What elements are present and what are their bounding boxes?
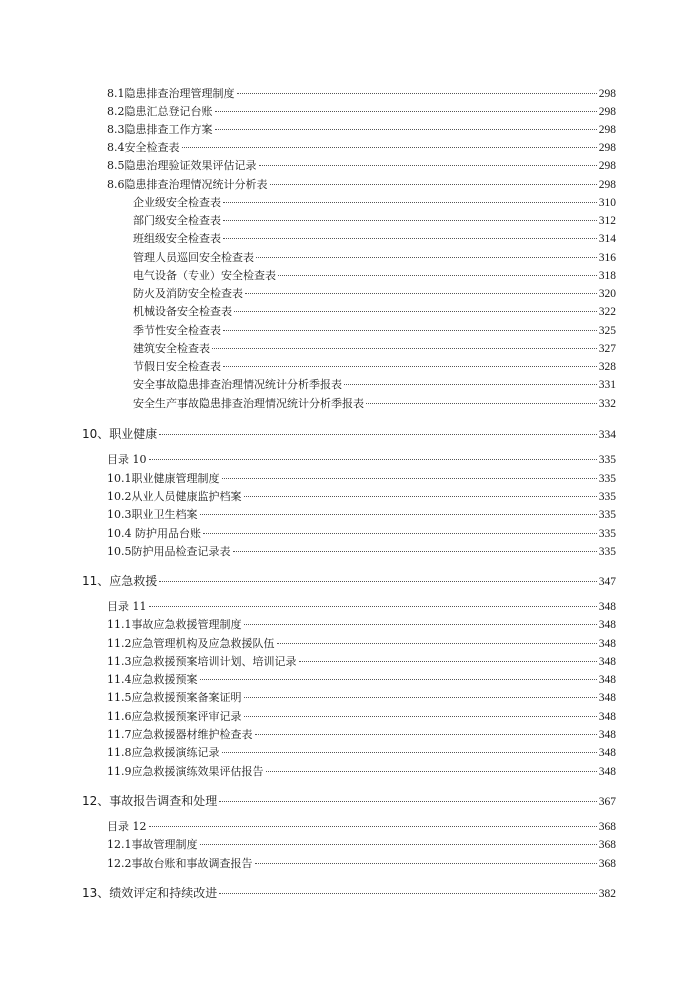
toc-entry-title: 节假日安全检查表 xyxy=(133,360,221,373)
toc-entry[interactable] xyxy=(107,819,616,835)
toc-chapter-title: 10、职业健康 xyxy=(82,427,158,441)
toc-entry-title: 8.2隐患汇总登记台账 xyxy=(107,105,213,118)
toc-entry[interactable] xyxy=(107,177,616,193)
toc-chapter-page: 334 xyxy=(598,429,616,441)
toc-chapter[interactable] xyxy=(82,792,616,810)
dot-leader xyxy=(219,893,596,894)
dot-leader xyxy=(255,863,597,864)
dot-leader xyxy=(277,643,597,644)
dot-leader xyxy=(245,293,597,294)
toc-chapter[interactable] xyxy=(82,884,616,902)
toc-entry-page: 316 xyxy=(598,252,616,264)
toc-entry-title: 11.2应急管理机构及应急救援队伍 xyxy=(107,637,275,650)
toc-entry-page: 348 xyxy=(598,638,616,650)
toc-entry-page: 322 xyxy=(598,306,616,318)
toc-entry-title: 11.8应急救援演练记录 xyxy=(107,746,220,759)
toc-subentry[interactable] xyxy=(133,268,616,284)
dot-leader xyxy=(256,257,597,258)
toc-entry-page: 298 xyxy=(598,88,616,100)
toc-entry-title: 10.2从业人员健康监护档案 xyxy=(107,490,242,503)
toc-entry-page: 368 xyxy=(598,821,616,833)
dot-leader xyxy=(159,434,596,435)
toc-entry[interactable] xyxy=(107,507,616,523)
toc-entry-page: 298 xyxy=(598,142,616,154)
dot-leader xyxy=(149,606,597,607)
toc-entry-title: 8.6隐患排查治理情况统计分析表 xyxy=(107,178,268,191)
toc-chapter-page: 347 xyxy=(598,576,616,588)
toc-entry-title: 企业级安全检查表 xyxy=(133,196,221,209)
toc-subentry[interactable] xyxy=(133,213,616,229)
toc-entry[interactable] xyxy=(107,122,616,138)
toc-entry-page: 335 xyxy=(598,473,616,485)
dot-leader xyxy=(223,202,597,203)
toc-entry-page: 348 xyxy=(598,656,616,668)
toc-entry-title: 11.9应急救援演练效果评估报告 xyxy=(107,765,264,778)
dot-leader xyxy=(223,330,597,331)
dot-leader xyxy=(244,496,597,497)
toc-entry[interactable] xyxy=(107,544,616,560)
toc-entry-title: 季节性安全检查表 xyxy=(133,324,221,337)
toc-entry[interactable] xyxy=(107,636,616,652)
toc-entry-page: 348 xyxy=(598,711,616,723)
toc-entry[interactable] xyxy=(107,489,616,505)
toc-entry-title: 10.5防护用品检查记录表 xyxy=(107,545,231,558)
toc-entry-page: 335 xyxy=(598,454,616,466)
toc-subentry[interactable] xyxy=(133,195,616,211)
dot-leader xyxy=(149,459,597,460)
toc-entry-page: 348 xyxy=(598,766,616,778)
toc-chapter-title: 13、绩效评定和持续改进 xyxy=(82,886,218,900)
toc-chapter-page: 367 xyxy=(598,796,616,808)
dot-leader xyxy=(234,311,597,312)
toc-entry-title: 目录 12 xyxy=(107,820,147,833)
toc-subentry[interactable] xyxy=(133,304,616,320)
dot-leader xyxy=(223,366,597,367)
toc-chapter-title: 11、应急救援 xyxy=(82,574,158,588)
toc-chapter-page: 382 xyxy=(598,888,616,900)
dot-leader xyxy=(203,533,597,534)
dot-leader xyxy=(200,844,597,845)
toc-entry-page: 298 xyxy=(598,160,616,172)
toc-subentry[interactable] xyxy=(133,323,616,339)
toc-entry-title: 8.3隐患排查工作方案 xyxy=(107,123,213,136)
toc-entry-title: 机械设备安全检查表 xyxy=(133,305,232,318)
toc-entry-title: 防火及消防安全检查表 xyxy=(133,287,243,300)
toc-entry-page: 327 xyxy=(598,343,616,355)
dot-leader xyxy=(222,752,597,753)
dot-leader xyxy=(200,679,597,680)
toc-entry-page: 312 xyxy=(598,215,616,227)
toc-entry[interactable] xyxy=(107,617,616,633)
toc-subentry[interactable] xyxy=(133,250,616,266)
toc-entry[interactable] xyxy=(107,86,616,102)
toc-subentry[interactable] xyxy=(133,396,616,412)
dot-leader xyxy=(237,93,597,94)
toc-entry-title: 8.4安全检查表 xyxy=(107,141,180,154)
toc-entry-title: 12.2事故台账和事故调查报告 xyxy=(107,857,253,870)
dot-leader xyxy=(344,384,597,385)
dot-leader xyxy=(259,165,597,166)
dot-leader xyxy=(215,111,597,112)
dot-leader xyxy=(219,801,596,802)
toc-entry-page: 348 xyxy=(598,674,616,686)
toc-entry-title: 10.3职业卫生档案 xyxy=(107,508,198,521)
toc-entry-title: 10.1职业健康管理制度 xyxy=(107,472,220,485)
toc-subentry[interactable] xyxy=(133,286,616,302)
toc-entry-page: 318 xyxy=(598,270,616,282)
toc-entry-title: 11.4应急救援预案 xyxy=(107,673,198,686)
toc-entry[interactable] xyxy=(107,471,616,487)
toc-chapter[interactable] xyxy=(82,572,616,590)
toc-entry[interactable] xyxy=(107,526,616,542)
toc-entry-title: 8.5隐患治理验证效果评估记录 xyxy=(107,159,257,172)
dot-leader xyxy=(200,514,597,515)
dot-leader xyxy=(255,734,597,735)
toc-entry-page: 298 xyxy=(598,124,616,136)
toc-entry-page: 320 xyxy=(598,288,616,300)
toc-entry-title: 目录 10 xyxy=(107,453,147,466)
toc-entry-page: 328 xyxy=(598,361,616,373)
toc-entry-page: 314 xyxy=(598,233,616,245)
toc-entry-title: 目录 11 xyxy=(107,600,147,613)
dot-leader xyxy=(244,716,597,717)
toc-entry[interactable] xyxy=(107,764,616,780)
dot-leader xyxy=(366,403,597,404)
dot-leader xyxy=(299,661,597,662)
toc-entry[interactable] xyxy=(107,690,616,706)
toc-entry[interactable] xyxy=(107,837,616,853)
toc-entry[interactable] xyxy=(107,599,616,615)
toc-chapter[interactable] xyxy=(82,425,616,443)
toc-entry-title: 班组级安全检查表 xyxy=(133,232,221,245)
toc-chapter-title: 12、事故报告调查和处理 xyxy=(82,794,218,808)
toc-entry-page: 348 xyxy=(598,692,616,704)
dot-leader xyxy=(182,147,597,148)
toc-entry-page: 298 xyxy=(598,106,616,118)
toc-entry[interactable] xyxy=(107,856,616,872)
toc-entry[interactable] xyxy=(107,654,616,670)
toc-entry-title: 部门级安全检查表 xyxy=(133,214,221,227)
toc-entry-title: 11.3应急救援预案培训计划、培训记录 xyxy=(107,655,297,668)
dot-leader xyxy=(222,478,597,479)
toc-entry-page: 348 xyxy=(598,601,616,613)
toc-entry[interactable] xyxy=(107,140,616,156)
toc-entry[interactable] xyxy=(107,745,616,761)
dot-leader xyxy=(244,697,597,698)
toc-entry-page: 335 xyxy=(598,528,616,540)
dot-leader xyxy=(159,581,596,582)
dot-leader xyxy=(223,220,597,221)
toc-entry-title: 管理人员巡回安全检查表 xyxy=(133,251,254,264)
toc-entry-page: 348 xyxy=(598,747,616,759)
dot-leader xyxy=(223,238,597,239)
dot-leader xyxy=(244,624,597,625)
toc-subentry[interactable] xyxy=(133,341,616,357)
toc-entry-page: 332 xyxy=(598,398,616,410)
toc-entry-page: 368 xyxy=(598,839,616,851)
dot-leader xyxy=(266,771,597,772)
toc-entry[interactable] xyxy=(107,452,616,468)
toc-entry-page: 298 xyxy=(598,179,616,191)
toc-entry-title: 8.1隐患排查治理管理制度 xyxy=(107,87,235,100)
toc-entry-page: 325 xyxy=(598,325,616,337)
toc-entry[interactable] xyxy=(107,158,616,174)
toc-entry-page: 368 xyxy=(598,858,616,870)
toc-entry-page: 310 xyxy=(598,197,616,209)
dot-leader xyxy=(233,551,597,552)
toc-entry-page: 335 xyxy=(598,491,616,503)
toc-entry-page: 348 xyxy=(598,619,616,631)
dot-leader xyxy=(278,275,597,276)
toc-entry-title: 安全事故隐患排查治理情况统计分析季报表 xyxy=(133,378,342,391)
toc-entry-page: 335 xyxy=(598,546,616,558)
toc-subentry[interactable] xyxy=(133,359,616,375)
toc-entry-page: 348 xyxy=(598,729,616,741)
toc-entry-title: 12.1事故管理制度 xyxy=(107,838,198,851)
toc-entry-page: 331 xyxy=(598,379,616,391)
toc-subentry[interactable] xyxy=(133,231,616,247)
toc-entry-page: 335 xyxy=(598,509,616,521)
toc-entry[interactable] xyxy=(107,727,616,743)
toc-entry-title: 11.1事故应急救援管理制度 xyxy=(107,618,242,631)
toc-entry-title: 11.5应急救援预案备案证明 xyxy=(107,691,242,704)
dot-leader xyxy=(149,826,597,827)
toc-entry-title: 11.7应急救援器材维护检查表 xyxy=(107,728,253,741)
toc-entry-title: 建筑安全检查表 xyxy=(133,342,210,355)
dot-leader xyxy=(212,348,597,349)
toc-subentry[interactable] xyxy=(133,377,616,393)
toc-entry[interactable] xyxy=(107,709,616,725)
toc-entry-title: 安全生产事故隐患排查治理情况统计分析季报表 xyxy=(133,397,364,410)
toc-entry[interactable] xyxy=(107,672,616,688)
toc-entry-title: 10.4 防护用品台账 xyxy=(107,527,201,540)
dot-leader xyxy=(215,129,597,130)
toc-entry-title: 11.6应急救援预案评审记录 xyxy=(107,710,242,723)
dot-leader xyxy=(270,184,597,185)
toc-entry[interactable] xyxy=(107,104,616,120)
toc-entry-title: 电气设备（专业）安全检查表 xyxy=(133,269,276,282)
